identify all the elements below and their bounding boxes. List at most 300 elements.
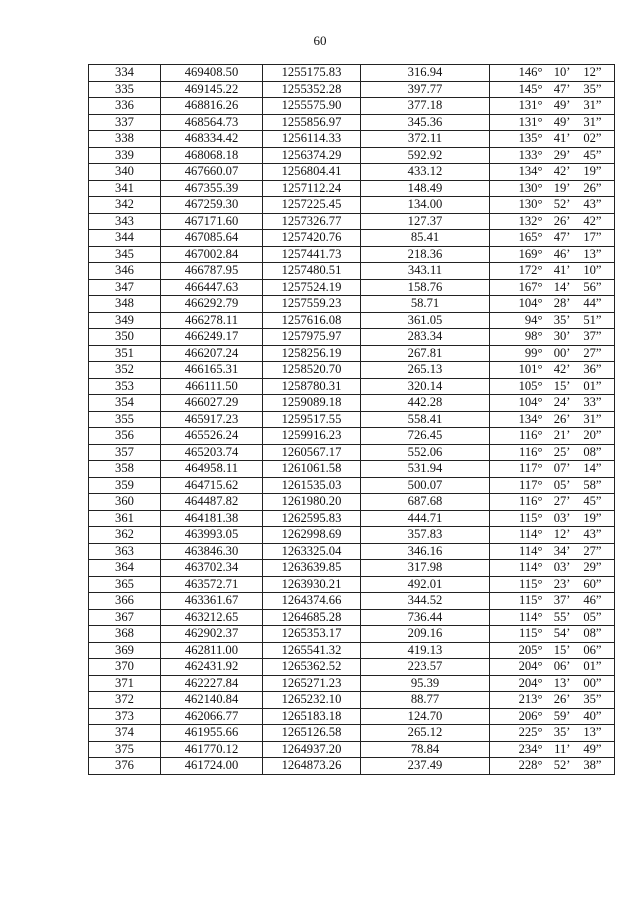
angle-degrees: 234° [518,741,543,756]
angle-minutes: 26’ [553,411,571,426]
angle-seconds: 27” [583,345,602,360]
direction-angle-cell [490,444,615,461]
point-number-cell: 360 [89,494,161,511]
table-row [89,758,615,775]
segment-length-cell: 58.71 [361,296,490,313]
angle-seconds: 05” [583,609,602,624]
segment-length-cell: 267.81 [361,345,490,362]
point-number-cell: 363 [89,543,161,560]
point-number-cell: 349 [89,312,161,329]
angle-seconds: 29” [583,560,602,575]
direction-angle-cell [490,626,615,643]
angle-minutes: 47’ [553,230,571,245]
y-coordinate-cell: 1258520.70 [263,362,361,379]
angle-degrees: 204° [518,659,543,674]
table-row [89,329,615,346]
angle-minutes: 46’ [553,246,571,261]
x-coordinate-cell: 466447.63 [161,279,263,296]
angle-seconds: 36” [583,362,602,377]
direction-angle-cell [490,246,615,263]
angle-minutes: 21’ [553,428,571,443]
angle-seconds: 38” [583,758,602,773]
table-row [89,81,615,98]
point-number-cell: 357 [89,444,161,461]
y-coordinate-cell: 1262998.69 [263,527,361,544]
table-row [89,444,615,461]
segment-length-cell: 592.92 [361,147,490,164]
coordinates-table [88,64,615,775]
y-coordinate-cell: 1263930.21 [263,576,361,593]
angle-degrees: 104° [518,296,543,311]
y-coordinate-cell: 1257524.19 [263,279,361,296]
point-number-cell: 353 [89,378,161,395]
y-coordinate-cell: 1261980.20 [263,494,361,511]
point-number-cell: 370 [89,659,161,676]
direction-angle-cell [490,741,615,758]
angle-minutes: 13’ [553,675,571,690]
x-coordinate-cell: 467660.07 [161,164,263,181]
angle-seconds: 56” [583,279,602,294]
angle-degrees: 167° [518,279,543,294]
angle-seconds: 10” [583,263,602,278]
angle-degrees: 205° [518,642,543,657]
segment-length-cell: 736.44 [361,609,490,626]
x-coordinate-cell: 463993.05 [161,527,263,544]
angle-degrees: 134° [518,411,543,426]
angle-seconds: 31” [583,98,602,113]
direction-angle-cell [490,230,615,247]
segment-length-cell: 500.07 [361,477,490,494]
x-coordinate-cell: 462140.84 [161,692,263,709]
table-row [89,560,615,577]
table-row [89,147,615,164]
table-row [89,164,615,181]
segment-length-cell: 444.71 [361,510,490,527]
y-coordinate-cell: 1262595.83 [263,510,361,527]
direction-angle-cell [490,296,615,313]
segment-length-cell: 283.34 [361,329,490,346]
angle-seconds: 45” [583,147,602,162]
direction-angle-cell [490,180,615,197]
angle-seconds: 51” [583,312,602,327]
y-coordinate-cell: 1257975.97 [263,329,361,346]
direction-angle-cell [490,510,615,527]
table-row [89,378,615,395]
direction-angle-cell [490,197,615,214]
x-coordinate-cell: 467085.64 [161,230,263,247]
y-coordinate-cell: 1264685.28 [263,609,361,626]
angle-seconds: 00” [583,675,602,690]
segment-length-cell: 265.13 [361,362,490,379]
y-coordinate-cell: 1264873.26 [263,758,361,775]
y-coordinate-cell: 1255856.97 [263,114,361,131]
segment-length-cell: 95.39 [361,675,490,692]
y-coordinate-cell: 1257480.51 [263,263,361,280]
angle-minutes: 59’ [553,708,571,723]
angle-degrees: 225° [518,725,543,740]
angle-seconds: 26” [583,180,602,195]
direction-angle-cell [490,378,615,395]
angle-degrees: 115° [519,626,543,641]
y-coordinate-cell: 1265232.10 [263,692,361,709]
segment-length-cell: 433.12 [361,164,490,181]
y-coordinate-cell: 1258780.31 [263,378,361,395]
angle-minutes: 41’ [553,131,571,146]
angle-minutes: 06’ [553,659,571,674]
page-number: 60 [313,33,327,48]
point-number-cell: 339 [89,147,161,164]
table-row [89,114,615,131]
angle-degrees: 115° [519,576,543,591]
point-number-cell: 358 [89,461,161,478]
direction-angle-cell [490,576,615,593]
x-coordinate-cell: 462811.00 [161,642,263,659]
angle-seconds: 35” [583,692,602,707]
angle-seconds: 08” [583,626,602,641]
angle-seconds: 37” [583,329,602,344]
angle-seconds: 45” [583,494,602,509]
point-number-cell: 345 [89,246,161,263]
angle-degrees: 116° [519,494,543,509]
segment-length-cell: 419.13 [361,642,490,659]
x-coordinate-cell: 468334.42 [161,131,263,148]
angle-seconds: 60” [583,576,602,591]
y-coordinate-cell: 1255352.28 [263,81,361,98]
angle-seconds: 14” [583,461,602,476]
y-coordinate-cell: 1257441.73 [263,246,361,263]
segment-length-cell: 492.01 [361,576,490,593]
x-coordinate-cell: 466207.24 [161,345,263,362]
point-number-cell: 340 [89,164,161,181]
segment-length-cell: 343.11 [361,263,490,280]
angle-degrees: 134° [518,164,543,179]
table-row [89,609,615,626]
angle-seconds: 19” [583,164,602,179]
table-row [89,213,615,230]
y-coordinate-cell: 1255175.83 [263,65,361,82]
y-coordinate-cell: 1259916.23 [263,428,361,445]
segment-length-cell: 687.68 [361,494,490,511]
angle-minutes: 05’ [553,477,571,492]
table-row [89,65,615,82]
angle-minutes: 49’ [553,98,571,113]
x-coordinate-cell: 468564.73 [161,114,263,131]
point-number-cell: 366 [89,593,161,610]
direction-angle-cell [490,642,615,659]
angle-degrees: 114° [519,543,543,558]
direction-angle-cell [490,477,615,494]
angle-minutes: 55’ [553,609,571,624]
point-number-cell: 374 [89,725,161,742]
table-row [89,543,615,560]
x-coordinate-cell: 462227.84 [161,675,263,692]
y-coordinate-cell: 1255575.90 [263,98,361,115]
point-number-cell: 341 [89,180,161,197]
angle-degrees: 206° [518,708,543,723]
x-coordinate-cell: 462902.37 [161,626,263,643]
x-coordinate-cell: 464487.82 [161,494,263,511]
segment-length-cell: 88.77 [361,692,490,709]
x-coordinate-cell: 465203.74 [161,444,263,461]
direction-angle-cell [490,312,615,329]
y-coordinate-cell: 1256114.33 [263,131,361,148]
segment-length-cell: 209.16 [361,626,490,643]
segment-length-cell: 317.98 [361,560,490,577]
angle-seconds: 02” [583,131,602,146]
x-coordinate-cell: 464715.62 [161,477,263,494]
angle-minutes: 42’ [553,362,571,377]
direction-angle-cell [490,725,615,742]
angle-minutes: 41’ [553,263,571,278]
x-coordinate-cell: 463702.34 [161,560,263,577]
angle-minutes: 15’ [553,642,571,657]
table-row [89,131,615,148]
direction-angle-cell [490,279,615,296]
segment-length-cell: 85.41 [361,230,490,247]
x-coordinate-cell: 462066.77 [161,708,263,725]
y-coordinate-cell: 1257326.77 [263,213,361,230]
x-coordinate-cell: 461770.12 [161,741,263,758]
segment-length-cell: 265.12 [361,725,490,742]
segment-length-cell: 218.36 [361,246,490,263]
point-number-cell: 355 [89,411,161,428]
point-number-cell: 364 [89,560,161,577]
segment-length-cell: 344.52 [361,593,490,610]
direction-angle-cell [490,659,615,676]
angle-degrees: 146° [518,65,543,80]
x-coordinate-cell: 466292.79 [161,296,263,313]
point-number-cell: 375 [89,741,161,758]
point-number-cell: 342 [89,197,161,214]
point-number-cell: 346 [89,263,161,280]
table-row [89,461,615,478]
point-number-cell: 343 [89,213,161,230]
direction-angle-cell [490,708,615,725]
table-row [89,708,615,725]
angle-minutes: 27’ [553,494,571,509]
x-coordinate-cell: 464958.11 [161,461,263,478]
angle-degrees: 169° [518,246,543,261]
angle-degrees: 132° [518,213,543,228]
direction-angle-cell [490,98,615,115]
angle-minutes: 49’ [553,114,571,129]
angle-degrees: 165° [518,230,543,245]
x-coordinate-cell: 468816.26 [161,98,263,115]
angle-minutes: 52’ [553,197,571,212]
angle-seconds: 01” [583,659,602,674]
angle-degrees: 135° [518,131,543,146]
angle-minutes: 25’ [553,444,571,459]
x-coordinate-cell: 465917.23 [161,411,263,428]
point-number-cell: 335 [89,81,161,98]
angle-minutes: 00’ [553,345,571,360]
angle-seconds: 27” [583,543,602,558]
table-row [89,296,615,313]
y-coordinate-cell: 1258256.19 [263,345,361,362]
segment-length-cell: 357.83 [361,527,490,544]
y-coordinate-cell: 1263639.85 [263,560,361,577]
direction-angle-cell [490,543,615,560]
angle-minutes: 52’ [553,758,571,773]
segment-length-cell: 148.49 [361,180,490,197]
angle-degrees: 131° [518,114,543,129]
table-row [89,246,615,263]
y-coordinate-cell: 1257559.23 [263,296,361,313]
direction-angle-cell [490,263,615,280]
table-row [89,395,615,412]
angle-degrees: 98° [524,329,543,344]
direction-angle-cell [490,213,615,230]
segment-length-cell: 134.00 [361,197,490,214]
angle-seconds: 06” [583,642,602,657]
y-coordinate-cell: 1265353.17 [263,626,361,643]
segment-length-cell: 127.37 [361,213,490,230]
table-row [89,593,615,610]
angle-minutes: 03’ [553,560,571,575]
x-coordinate-cell: 466278.11 [161,312,263,329]
angle-degrees: 117° [519,477,543,492]
direction-angle-cell [490,609,615,626]
angle-minutes: 10’ [553,65,571,80]
direction-angle-cell [490,147,615,164]
table-row [89,279,615,296]
point-number-cell: 344 [89,230,161,247]
direction-angle-cell [490,362,615,379]
angle-degrees: 130° [518,197,543,212]
angle-seconds: 43” [583,197,602,212]
segment-length-cell: 78.84 [361,741,490,758]
direction-angle-cell [490,131,615,148]
angle-minutes: 03’ [553,510,571,525]
angle-seconds: 31” [583,411,602,426]
direction-angle-cell [490,395,615,412]
y-coordinate-cell: 1263325.04 [263,543,361,560]
x-coordinate-cell: 466111.50 [161,378,263,395]
angle-seconds: 20” [583,428,602,443]
angle-degrees: 145° [518,81,543,96]
angle-seconds: 17” [583,230,602,245]
y-coordinate-cell: 1257616.08 [263,312,361,329]
segment-length-cell: 552.06 [361,444,490,461]
table-row [89,659,615,676]
x-coordinate-cell: 466027.29 [161,395,263,412]
y-coordinate-cell: 1257420.76 [263,230,361,247]
point-number-cell: 352 [89,362,161,379]
angle-degrees: 114° [519,527,543,542]
angle-seconds: 46” [583,593,602,608]
table-row [89,741,615,758]
angle-seconds: 31” [583,114,602,129]
angle-degrees: 130° [518,180,543,195]
table-row [89,576,615,593]
point-number-cell: 368 [89,626,161,643]
segment-length-cell: 158.76 [361,279,490,296]
y-coordinate-cell: 1256374.29 [263,147,361,164]
segment-length-cell: 397.77 [361,81,490,98]
angle-degrees: 94° [524,312,543,327]
angle-seconds: 13” [583,725,602,740]
y-coordinate-cell: 1261061.58 [263,461,361,478]
x-coordinate-cell: 465526.24 [161,428,263,445]
point-number-cell: 336 [89,98,161,115]
angle-minutes: 30’ [553,329,571,344]
angle-seconds: 19” [583,510,602,525]
angle-degrees: 115° [519,593,543,608]
table-row [89,510,615,527]
segment-length-cell: 726.45 [361,428,490,445]
point-number-cell: 361 [89,510,161,527]
point-number-cell: 351 [89,345,161,362]
segment-length-cell: 345.36 [361,114,490,131]
angle-degrees: 116° [519,428,543,443]
angle-seconds: 08” [583,444,602,459]
angle-minutes: 42’ [553,164,571,179]
y-coordinate-cell: 1260567.17 [263,444,361,461]
y-coordinate-cell: 1259517.55 [263,411,361,428]
direction-angle-cell [490,758,615,775]
x-coordinate-cell: 467355.39 [161,180,263,197]
angle-seconds: 58” [583,477,602,492]
segment-length-cell: 558.41 [361,411,490,428]
direction-angle-cell [490,428,615,445]
direction-angle-cell [490,329,615,346]
x-coordinate-cell: 463212.65 [161,609,263,626]
angle-minutes: 34’ [553,543,571,558]
point-number-cell: 369 [89,642,161,659]
angle-minutes: 12’ [553,527,571,542]
angle-degrees: 104° [518,395,543,410]
direction-angle-cell [490,527,615,544]
angle-degrees: 213° [518,692,543,707]
angle-seconds: 33” [583,395,602,410]
table-row [89,230,615,247]
angle-seconds: 40” [583,708,602,723]
table-row [89,263,615,280]
table-row [89,362,615,379]
direction-angle-cell [490,593,615,610]
point-number-cell: 367 [89,609,161,626]
point-number-cell: 356 [89,428,161,445]
angle-minutes: 14’ [553,279,571,294]
y-coordinate-cell: 1264937.20 [263,741,361,758]
angle-minutes: 35’ [553,725,571,740]
x-coordinate-cell: 466249.17 [161,329,263,346]
table-row [89,725,615,742]
point-number-cell: 338 [89,131,161,148]
segment-length-cell: 124.70 [361,708,490,725]
x-coordinate-cell: 469408.50 [161,65,263,82]
direction-angle-cell [490,114,615,131]
direction-angle-cell [490,692,615,709]
angle-seconds: 01” [583,378,602,393]
segment-length-cell: 320.14 [361,378,490,395]
angle-degrees: 116° [519,444,543,459]
angle-degrees: 228° [518,758,543,773]
table-row [89,98,615,115]
table-row [89,675,615,692]
angle-degrees: 172° [518,263,543,278]
angle-minutes: 15’ [553,378,571,393]
angle-degrees: 204° [518,675,543,690]
table-row [89,428,615,445]
x-coordinate-cell: 466165.31 [161,362,263,379]
x-coordinate-cell: 466787.95 [161,263,263,280]
y-coordinate-cell: 1265271.23 [263,675,361,692]
x-coordinate-cell: 464181.38 [161,510,263,527]
angle-degrees: 114° [519,609,543,624]
y-coordinate-cell: 1261535.03 [263,477,361,494]
table-row [89,345,615,362]
